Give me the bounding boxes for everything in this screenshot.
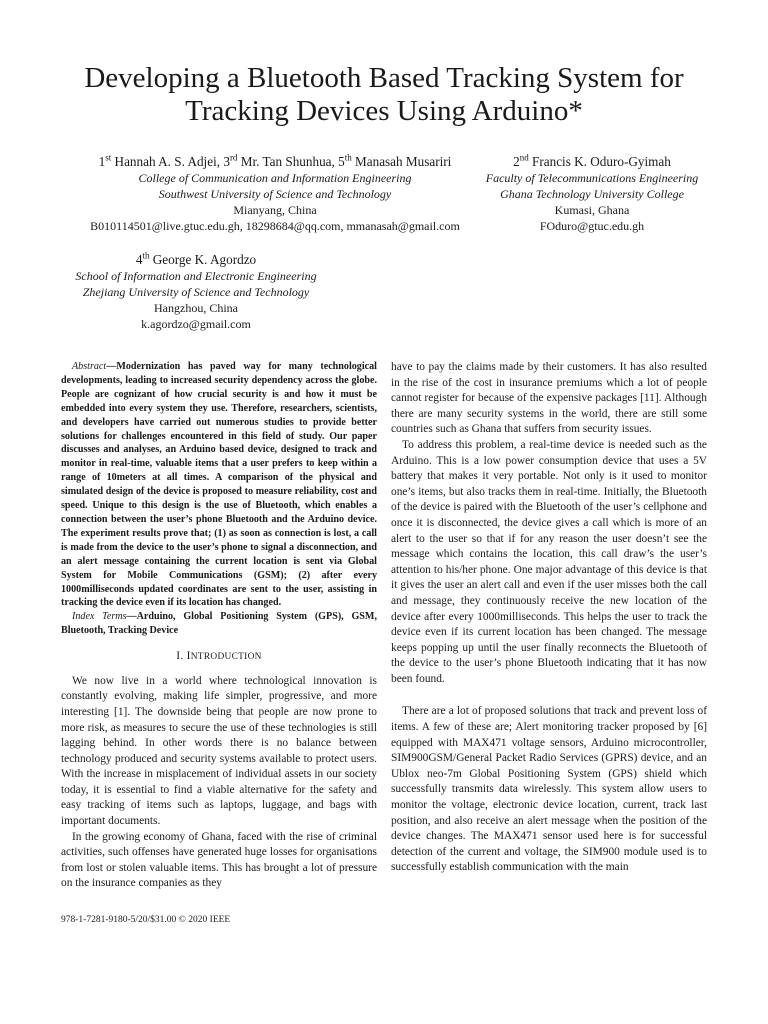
right-paragraph-2: To address this problem, a real-time device is needed such as the Arduino. This is a low power consumption device that uses a 5V battery that makes it very portable. Not only is it used to monitor one’s items, but also tracks them in real-time. Initially, the Bluetooth of the device is paired with the Bluetooth of the user’s cellphone and once it is disconnected, the device gives a call which is more of an alert to the user so that if for any reason the user doesn’t see the message which contains the location, this call draw’s the user’s attention to his/her phone. One major advantage of this device is that it gives the user an alert call and even if the user misses both the call and message, they continuously receive the new location of the device after every 1000milliseconds. This helps the user to track the device even if its current location has been changed. The message keeps popping up until the user finally reconnects the Bluetooth of the device to the user’s phone Bluetooth indicating that it has now been found. [391,438,707,685]
author-city: Hangzhou, China [154,301,238,315]
right-paragraph-3: There are a lot of proposed solutions that track and prevent loss of items. A few of these are; Alert monitoring tracker proposed by [6] equipped with MAX471 voltage sensors, Arduino microcontroller, SIM900GSM/General Packet Radio Services (GPRS) device, and an Ublox neo-7m Global Positioning System (GPS) shield which successfully transmits data wirelessly. This system allow users to monitor the voltage, electronic device location, current, track last position, and also receive an alert message when the position of the device changes. The MAX471 sensor used here is for successful detection of the current and voltage, the SIM900 module used is to successfully establish communication with the main [391,705,707,874]
author-name: 4th George K. Agordzo [135,250,257,267]
author-univ: Ghana Technology University College [500,187,684,201]
right-paragraph-1: have to pay the claims made by their customers. It has also resulted in the rise of the cost in insurance premiums which a lot of people cannot register for because of the expensive packages [11]. Although there are many security systems in the world, there are still some countries such as Ghana that suffers from security issues. [391,361,707,436]
intro-paragraph-1: We now live in a world where technological innovation is constantly evolving, making life simpler, progressive, and more interesting [1]. The downside being that people are now prone to more risk, as measures to secure the use of these technologies is still lagging behind. In other words there is no balance between technology produced and security systems available to protect users. With the increase in misplacement of individual assets in our society today, it is essential to find a viable alternative for the safety and easy tracking of items such as laptops, luggage, and bags with important documents. [61,674,377,828]
left-column [61,360,377,892]
author-email: B010114501@live.gtuc.edu.gh, 18298684@qq.com, mmanasah@gmail.com [90,219,460,233]
author-dept: School of Information and Electronic Engineering [75,269,317,283]
section-heading-introduction: I. INTRODUCTION [176,650,262,663]
author-name: 2nd Francis K. Oduro-Gyimah [513,152,671,169]
author-block-2 [468,153,716,234]
author-email: k.agordzo@gmail.com [141,317,251,331]
copyright-footer: 978-1-7281-9180-5/20/$31.00 © 2020 IEEE [61,915,231,925]
author-block-1 [40,153,510,234]
author-dept: College of Communication and Information Engineering [138,171,412,185]
author-univ: Southwest University of Science and Technology [158,187,392,201]
right-column [391,360,707,876]
paragraph-gap [391,687,707,704]
author-univ: Zhejiang University of Science and Technology [82,285,310,299]
author-city: Mianyang, China [233,203,317,217]
abstract: Abstract—Modernization has paved way for many technological developments, leading to increased security dependency across the globe. People are cognizant of how crucial security is and how it must be embedded into every system they use. Therefore, researchers, scientists, and developers have carried out numerous studies to provide better solutions for challenges encountered in this field of study. Our paper discusses and analyses, an Arduino based device, designed to track and monitor in real-time, valuable items that a user prefers to keep within a range of 10meters at all times. A comparison of the physical and simulated design of the device is proposed to measure reliability, cost and speed. Unique to this design is the use of Bluetooth, which enables a connection between the user’s phone Bluetooth and the Arduino device. The experiment results prove that; (1) as soon as connection is lost, a call is made from the device to the user’s phone to signal a disconnection, and an alert message containing the current location is sent via Global System for Mobile Communications (GSM); (2) after every 1000milliseconds updated coordinates are sent to the user, assisting in tracking the device even if its location has changed. [61,361,377,609]
intro-paragraph-2: In the growing economy of Ghana, faced with the rise of criminal activities, such offenses have generated huge losses for organisations from lost or stolen valuable items. This has brought a lot of pressure on the insurance companies as they [61,830,377,890]
author-block-3 [40,251,352,332]
author-dept: Faculty of Telecommunications Engineering [485,171,699,185]
author-names: 1st Hannah A. S. Adjei, 3rd Mr. Tan Shunhua, 5th Manasah Musariri [98,152,452,169]
index-terms: Index Terms—Arduino, Global Positioning System (GPS), GSM, Bluetooth, Tracking Device [61,611,377,637]
author-city: Kumasi, Ghana [554,203,630,217]
author-email: FOduro@gtuc.edu.gh [539,219,645,233]
paper-title: Developing a Bluetooth Based Tracking System for Tracking Devices Using Arduino* [84,62,684,127]
